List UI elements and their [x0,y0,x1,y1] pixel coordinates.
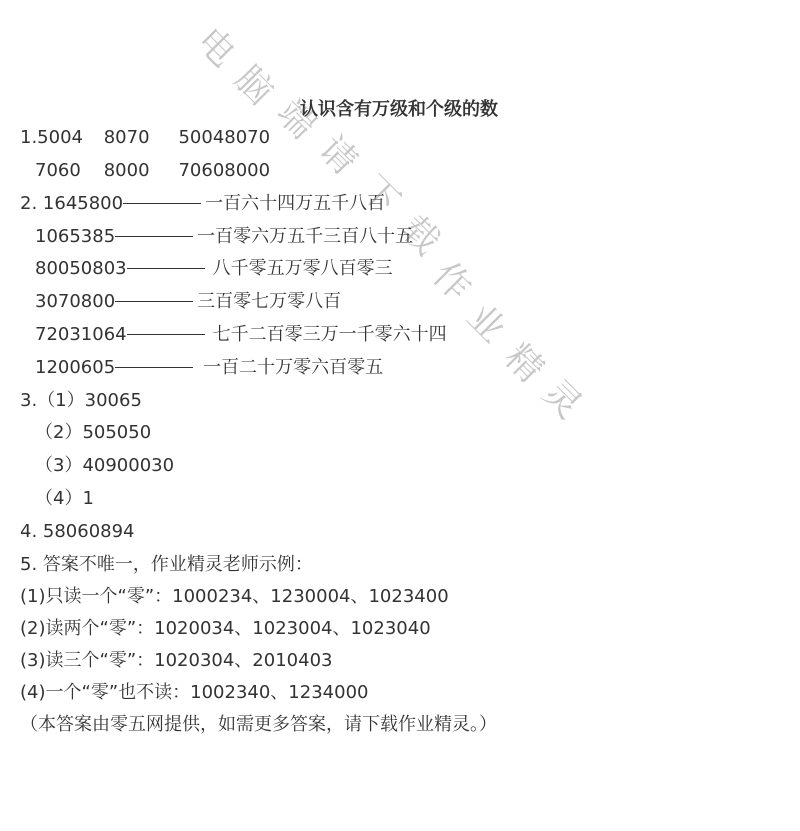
q2-number: 1065385 [35,226,116,247]
q3-answer: （2）505050 [35,422,152,443]
watermark-char: 请 [310,128,366,183]
q3-answer: （1）30065 [37,390,142,411]
q2-item [35,323,447,347]
q2-connector-line [127,334,205,335]
q5-item: (3)读三个“零”：1020304、2010403 [20,650,333,671]
q1-value: 70608000 [178,160,271,181]
q5-item: (4)一个“零”也不读：1002340、1234000 [20,682,369,703]
q2-connector-line [127,268,205,269]
watermark-char: 端 [268,92,324,147]
q1-value: 7060 [35,160,81,181]
q1-value: 1.5004 [20,127,83,148]
q3-item [35,487,94,511]
q3-answer: （3）40900030 [35,455,175,476]
q5-intro: 5. 答案不唯一，作业精灵老师示例： [20,554,313,575]
q2-connector-line [115,367,193,368]
q2-connector-line [115,301,193,302]
q2-words: 一百二十万零六百零五 [203,357,384,378]
watermark-char: 精 [496,336,552,391]
q1-value: 8000 [103,160,150,181]
q2-words: 七千二百零三万一千零六十四 [212,324,447,345]
watermark-char: 下 [352,168,408,223]
q2-item [35,225,413,249]
q2-words: 一百零六万五千三百八十五 [197,226,414,247]
q1-value: 8070 [103,127,150,148]
q2-number: 80050803 [35,258,127,279]
q2-label: 2. [20,193,38,214]
q2-number: 72031064 [35,324,127,345]
q1-row-2 [35,159,270,183]
q4-answer: 4. 58060894 [20,521,135,542]
q5-item: (1)只读一个“零”：1000234、1230004、1023400 [20,586,449,607]
q5-item: (2)读两个“零”：1020034、1023004、1023040 [20,618,431,639]
watermark-char: 电 [188,20,244,75]
q2-connector-line [123,203,201,204]
q1-row-1 [20,126,270,150]
q2-words: 八千零五万零八百零三 [212,258,393,279]
q2-item [35,290,341,314]
q2-words: 三百零七万零八百 [197,291,342,312]
q2-item [35,356,383,380]
q3-item [20,389,142,413]
q2-item [35,257,393,281]
watermark-char: 业 [458,296,514,351]
q2-item [20,192,385,216]
q2-number: 1200605 [35,357,116,378]
q2-words: 一百六十四万五千八百 [205,193,386,214]
footer-note: （本答案由零五网提供，如需更多答案，请下载作业精灵。） [20,714,497,735]
watermark-char: 脑 [226,58,282,113]
q3-item [35,421,151,445]
q3-answer: （4）1 [35,488,94,509]
q2-connector-line [115,236,193,237]
watermark-char: 作 [424,254,480,309]
q2-number: 1645800 [42,193,124,214]
q3-label: 3. [20,390,38,411]
q2-number: 3070800 [35,291,116,312]
watermark-char: 灵 [534,372,590,427]
q3-item [35,454,174,478]
q1-value: 50048070 [178,127,271,148]
watermark-char: 载 [392,208,448,263]
page-title: 认识含有万级和个级的数 [300,99,498,120]
